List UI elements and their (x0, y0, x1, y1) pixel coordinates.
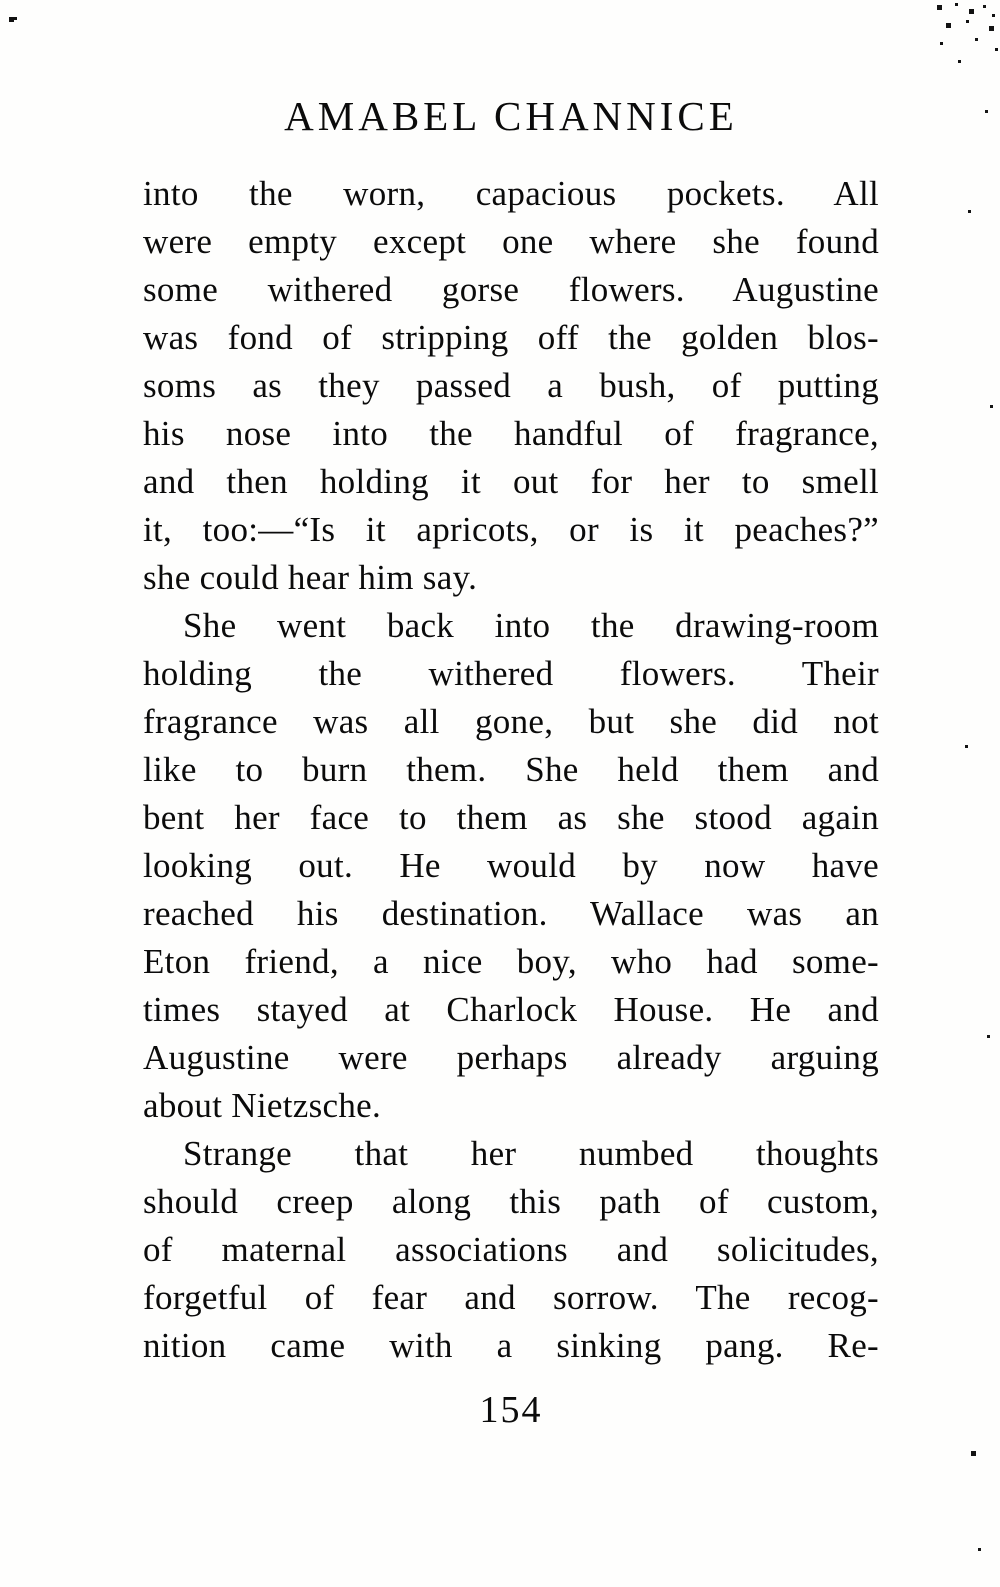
text-line: soms as they passed a bush, of putting (143, 366, 879, 405)
page-number: 154 (479, 1389, 543, 1431)
text-line: She went back into the drawing-room (183, 606, 879, 645)
text-line: was fond of stripping off the golden blos- (143, 318, 879, 357)
text-line: some withered gorse flowers. Augustine (143, 270, 879, 309)
text-line: of maternal associations and solicitudes, (143, 1230, 879, 1269)
text-line: fragrance was all gone, but she did not (143, 702, 879, 741)
text-line: Strange that her numbed thoughts (183, 1134, 879, 1173)
text-line: should creep along this path of custom, (143, 1182, 879, 1221)
body-text-block (143, 170, 879, 1370)
text-line: and then holding it out for her to smell (143, 462, 879, 501)
text-line: about Nietzsche. (143, 1086, 382, 1125)
text-line: holding the withered flowers. Their (143, 654, 879, 693)
text-line: Augustine were perhaps already arguing (143, 1038, 879, 1077)
text-line: Eton friend, a nice boy, who had some- (143, 942, 879, 981)
running-head-title: AMABEL CHANNICE (284, 93, 738, 139)
text-line: bent her face to them as she stood again (143, 798, 879, 837)
text-line: forgetful of fear and sorrow. The recog- (143, 1278, 879, 1317)
text-line: it, too:—“Is it apricots, or is it peaches?” (143, 510, 879, 549)
text-line: she could hear him say. (143, 558, 478, 597)
text-line: looking out. He would by now have (143, 846, 879, 885)
text-line: like to burn them. She held them and (143, 750, 879, 789)
text-line: were empty except one where she found (143, 222, 879, 261)
scan-speckle-noise (0, 0, 3, 3)
text-line: into the worn, capacious pockets. All (143, 174, 879, 213)
text-line: nition came with a sinking pang. Re- (143, 1326, 879, 1365)
text-line: his nose into the handful of fragrance, (143, 414, 879, 453)
text-line: reached his destination. Wallace was an (143, 894, 879, 933)
text-line: times stayed at Charlock House. He and (143, 990, 879, 1029)
